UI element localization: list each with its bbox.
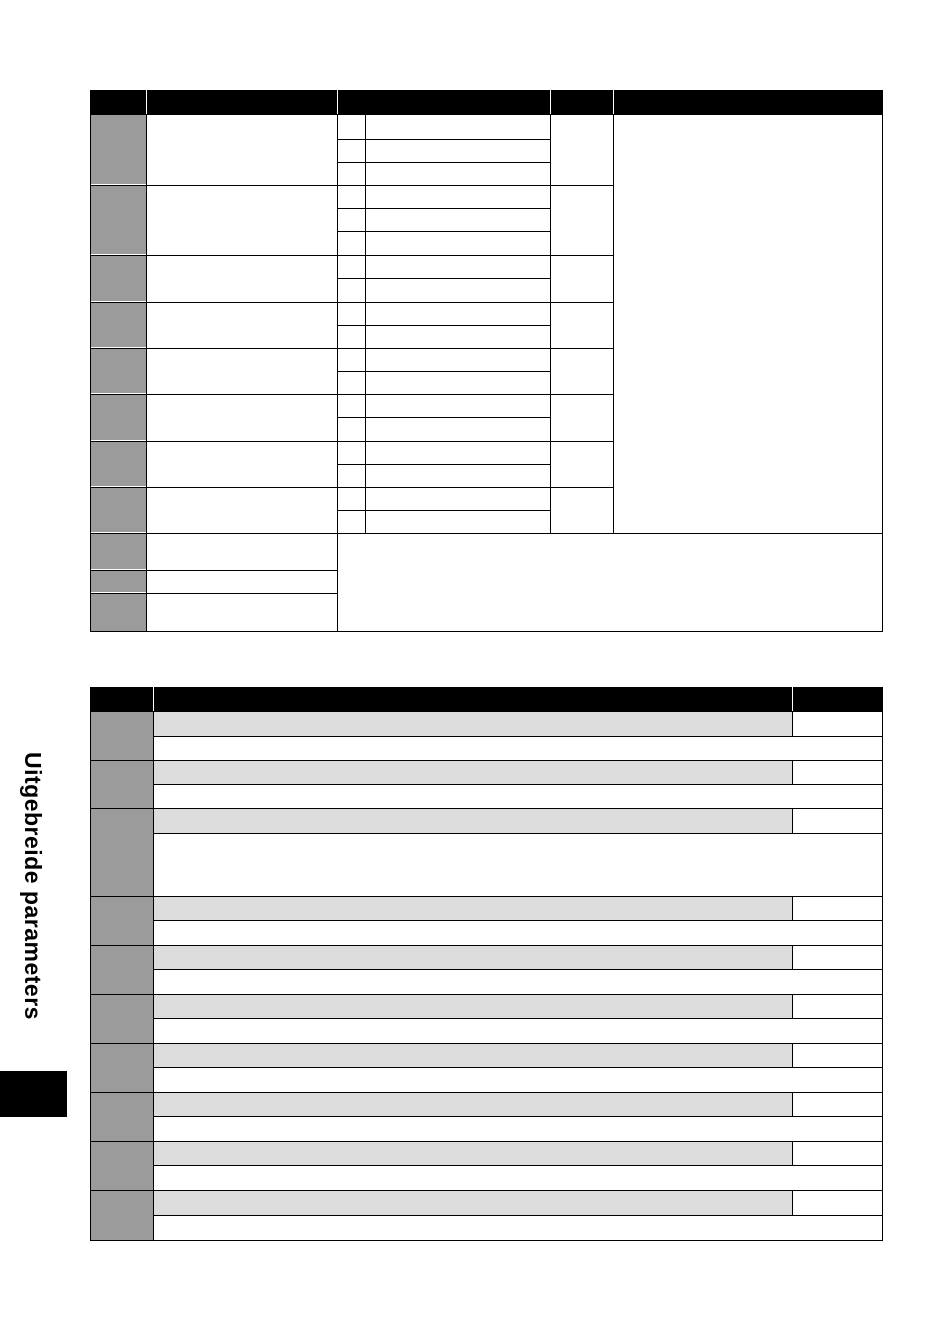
param-title-bar <box>154 712 792 736</box>
param-title-bar <box>154 1142 792 1165</box>
param-title-bar <box>154 1093 792 1116</box>
table-header <box>90 90 883 114</box>
param-code-cell <box>91 488 146 532</box>
param-title-bar <box>154 809 792 833</box>
param-code-cell <box>91 395 146 440</box>
param-code-cell <box>91 712 153 760</box>
param-title-bar <box>154 995 792 1018</box>
param-code-cell <box>91 946 153 994</box>
param-code-cell <box>91 761 153 808</box>
table-header <box>90 687 883 711</box>
param-code-cell <box>91 534 146 569</box>
param-code-cell <box>91 115 146 184</box>
param-code-cell <box>91 349 146 393</box>
param-code-cell <box>91 594 146 631</box>
param-code-cell <box>91 1044 153 1092</box>
param-code-cell <box>91 186 146 254</box>
param-title-bar <box>154 1191 792 1215</box>
section-side-label: Uitgebreide parameters <box>20 752 46 1020</box>
param-code-cell <box>91 1093 153 1141</box>
param-code-cell <box>91 809 153 896</box>
param-code-cell <box>91 897 153 945</box>
param-code-cell <box>91 442 146 486</box>
param-code-cell <box>91 303 146 347</box>
param-code-cell <box>91 995 153 1043</box>
param-code-cell <box>91 1191 153 1240</box>
param-title-bar <box>154 897 792 920</box>
param-title-bar <box>154 1044 792 1067</box>
param-code-cell <box>91 571 146 592</box>
param-title-bar <box>154 946 792 969</box>
section-tab-marker <box>0 1071 67 1117</box>
param-code-cell <box>91 1142 153 1190</box>
param-title-bar <box>154 761 792 784</box>
param-code-cell <box>91 256 146 301</box>
